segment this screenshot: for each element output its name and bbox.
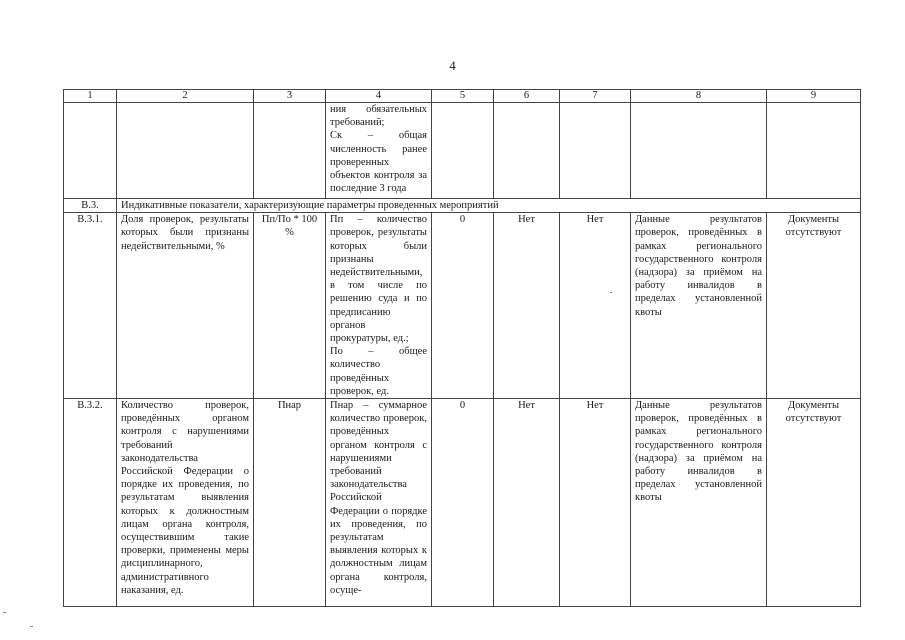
page-number: 4 <box>449 58 456 73</box>
row-code: В.3.2. <box>64 399 117 607</box>
scan-speck <box>3 612 6 613</box>
row-col5: 0 <box>432 213 494 399</box>
col-header-3: 3 <box>254 90 326 103</box>
section-row <box>64 199 861 213</box>
row-col5: 0 <box>432 399 494 607</box>
col-header-8: 8 <box>631 90 767 103</box>
row-col9: Документы отсутствуют <box>767 399 861 607</box>
table-header <box>64 90 861 103</box>
table-row <box>64 213 861 399</box>
row-description-text: Пп – количество проверок, результаты которых были признаны недействительными, в том числе по решению суда и по предписанию органов прокуратуры, ед.; По – общее количество проведённых проверок, ед. <box>330 214 427 397</box>
row-formula: Пнар <box>254 399 326 607</box>
col-header-2: 2 <box>117 90 254 103</box>
scan-speck <box>610 292 612 293</box>
table-row <box>64 399 861 607</box>
continuation-description <box>326 103 432 199</box>
col-header-9: 9 <box>767 90 861 103</box>
row-name: Доля проверок, результаты которых были признаны недействительными, % <box>117 213 254 399</box>
row-col7: Нет <box>560 399 631 607</box>
continuation-text: ния обязательных требований; Ск – общая численность ранее проверенных объектов контроля за последние 3 года <box>330 104 427 195</box>
row-name: Количество проверок, проведённых органом контроля с нарушениями требований законодательства Российской Федерации о порядке их проведения, по результатам выявления которых к должностным лицам органа контроля, осуществившим такие проверки, применены меры дисциплинарного, административного наказания, ед. <box>117 399 254 607</box>
row-code: В.3.1. <box>64 213 117 399</box>
row-col9: Документы отсутствуют <box>767 213 861 399</box>
section-title: Индикативные показатели, характеризующие параметры проведенных мероприятий <box>117 199 861 213</box>
indicators-table <box>63 89 861 607</box>
row-col6: Нет <box>494 213 560 399</box>
continuation-row <box>64 103 861 199</box>
row-source: Данные результатов проверок, проведённых в рамках регионального государственного контроля (надзора) за приёмом на работу инвалидов в пределах установленной квоты <box>631 213 767 399</box>
col-header-4: 4 <box>326 90 432 103</box>
row-source: Данные результатов проверок, проведённых в рамках регионального государственного контроля (надзора) за приёмом на работу инвалидов в пределах установленной квоты <box>631 399 767 607</box>
section-code: В.3. <box>64 199 117 213</box>
col-header-6: 6 <box>494 90 560 103</box>
row-col6: Нет <box>494 399 560 607</box>
col-header-1: 1 <box>64 90 117 103</box>
row-formula: Пп/По * 100 % <box>254 213 326 399</box>
scan-speck <box>30 626 33 627</box>
row-description <box>326 213 432 399</box>
row-description <box>326 399 432 607</box>
col-header-5: 5 <box>432 90 494 103</box>
col-header-7: 7 <box>560 90 631 103</box>
row-col7: Нет <box>560 213 631 399</box>
row-description-text: Пнар – суммарное количество проверок, проведённых органом контроля с нарушениями требований законодательства Российской Федерации о порядке их проведения, по результатам выявления которых к должностным лицам органа контроля, осуще- <box>330 400 427 596</box>
